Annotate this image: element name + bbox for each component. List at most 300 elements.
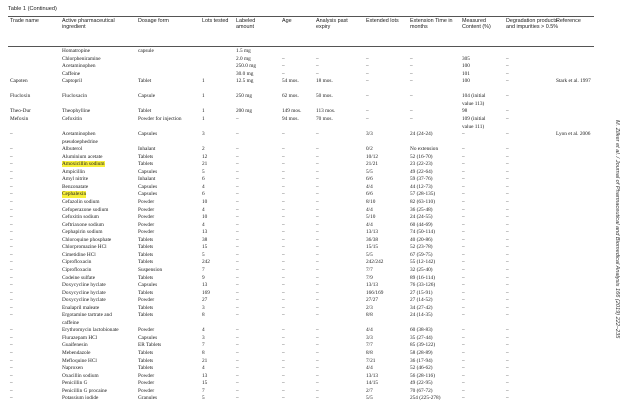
cell-age: –: [282, 153, 285, 160]
header-api: Active pharmaceutical ingredient: [62, 18, 115, 31]
cell-ref: Stark et al. 1997: [556, 78, 591, 85]
cell-lots: 4: [202, 183, 205, 190]
cell-trade: –: [10, 282, 13, 289]
cell-measured: –: [462, 251, 465, 258]
cell-ext: 5/10: [366, 214, 376, 221]
cell-amount: 12.5 mg: [236, 78, 254, 85]
cell-api: Cefazolin sodium: [62, 199, 100, 205]
cell-measured: –: [462, 266, 465, 273]
cell-trade: –: [10, 244, 13, 251]
cell-api: Erythromycin lactobionate: [62, 327, 119, 334]
cell-exttime: 49 (22-64): [410, 168, 433, 175]
cell-measured: –: [462, 146, 465, 153]
cell-measured: –: [462, 304, 465, 311]
cell-trade: –: [10, 387, 13, 394]
cell-api: Ciprofloxacin: [62, 259, 92, 266]
cell-ext: 7/7: [366, 266, 373, 273]
cell-form: Capsules: [138, 183, 158, 190]
table-row: [0, 108, 600, 114]
cell-amount: –: [236, 229, 239, 236]
table-row: [0, 350, 600, 356]
cell-trade: –: [10, 274, 13, 281]
table-row: [0, 184, 600, 190]
cell-lots: 7: [202, 342, 205, 349]
cell-api: Ergotamine tartrate and: [62, 312, 112, 319]
cell-age: –: [282, 342, 285, 349]
cell-api: Flurazepam HCl: [62, 334, 98, 341]
cell-form: Tablets: [138, 236, 154, 243]
cell-trade: –: [10, 131, 13, 138]
cell-degr: –: [506, 93, 509, 100]
cell-age: –: [282, 229, 285, 236]
cell-api: Chloroquine phosphate: [62, 236, 112, 243]
cell-exttime: 24 (24-24): [410, 131, 433, 138]
header-degradation: Degradation products and impurities > 0.5%: [506, 18, 558, 31]
cell-lots: 5: [202, 395, 205, 402]
cell-degr: –: [506, 282, 509, 289]
cell-api: Cefoxitin sodium: [62, 214, 99, 221]
cell-exttime: No extension: [410, 146, 439, 153]
cell-lots: 8: [202, 350, 205, 356]
cell-analysis: 70 mos.: [316, 115, 333, 122]
cell-form: Capsules: [138, 191, 158, 198]
cell-trade: –: [10, 191, 13, 198]
cell-analysis: –: [316, 266, 319, 273]
cell-measured: 100: [462, 78, 470, 85]
table-row: [0, 388, 600, 394]
cell-ext: 2/3: [366, 304, 373, 311]
cell-analysis: –: [316, 161, 319, 168]
cell-trade: –: [10, 146, 13, 153]
table-row: [0, 146, 600, 152]
table-row: [0, 275, 600, 281]
top-rule: [8, 16, 594, 17]
cell-analysis: –: [316, 55, 319, 62]
cell-lots: 5: [202, 168, 205, 175]
cell-analysis: 113 mos.: [316, 108, 336, 115]
cell-form: Tablets: [138, 161, 154, 168]
cell-form: ER Tablets: [138, 342, 162, 349]
cell-trade: Mefoxin: [10, 115, 29, 122]
cell-amount: –: [236, 161, 239, 168]
cell-exttime: 85 (39-122): [410, 342, 436, 349]
cell-api: Enalapril maleate: [62, 304, 100, 311]
cell-ref: Lyon et al. 2006: [556, 131, 591, 138]
cell-measured: –: [462, 342, 465, 349]
cell-analysis: –: [316, 176, 319, 183]
cell-exttime: 36 (25-48): [410, 206, 433, 213]
cell-measured: value 111): [462, 123, 485, 130]
cell-degr: –: [506, 55, 509, 62]
cell-exttime: 89 (16-114): [410, 274, 435, 281]
cell-lots: 4: [202, 221, 205, 228]
cell-exttime: 49 (22-95): [410, 380, 433, 387]
table-row: [0, 373, 600, 379]
cell-api: Cimetidine HCl: [62, 251, 96, 258]
table-row: [0, 297, 600, 303]
cell-trade: –: [10, 168, 13, 175]
cell-age: –: [282, 199, 285, 205]
cell-form: Tablets: [138, 251, 154, 258]
cell-trade: Capoten: [10, 78, 28, 85]
cell-api: Cefoxitin: [62, 115, 83, 122]
cell-measured: –: [462, 327, 465, 334]
table-row: [0, 244, 600, 250]
cell-measured: –: [462, 214, 465, 221]
cell-api: Doxycycline hyclate: [62, 282, 106, 289]
cell-api: Caffeine: [62, 70, 81, 77]
table-row: [0, 312, 600, 318]
cell-ext: 166/169: [366, 289, 384, 296]
cell-amount: –: [236, 146, 239, 153]
cell-analysis: –: [316, 387, 319, 394]
cell-trade: –: [10, 176, 13, 183]
header-labeled-amount: Labeled amount: [236, 18, 256, 31]
cell-lots: 38: [202, 236, 208, 243]
cell-ext: 27/27: [366, 297, 379, 304]
cell-amount: 2.0 mg: [236, 55, 251, 62]
table-row: [0, 139, 600, 145]
cell-amount: –: [236, 380, 239, 387]
cell-age: 62 mos.: [282, 93, 299, 100]
cell-amount: –: [236, 342, 239, 349]
cell-ext: 6/6: [366, 176, 373, 183]
cell-lots: 6: [202, 191, 205, 198]
cell-ext: 13/13: [366, 372, 379, 379]
cell-ext: 36/38: [366, 236, 379, 243]
cell-degr: –: [506, 297, 509, 304]
table-row: [0, 320, 600, 326]
cell-form: Capsules: [138, 282, 158, 289]
header-trade-name: Trade name: [10, 18, 39, 24]
cell-ext: –: [366, 115, 369, 122]
cell-age: –: [282, 289, 285, 296]
table-row: [0, 229, 600, 235]
table-caption: Table 1 (Continued): [8, 6, 57, 12]
table-row: [0, 86, 600, 92]
cell-degr: –: [506, 244, 509, 251]
cell-trade: –: [10, 380, 13, 387]
header-rule: [8, 46, 594, 47]
cell-form: Powder: [138, 380, 155, 387]
cell-form: Powder for injection: [138, 115, 182, 122]
cell-trade: Flucloxin: [10, 93, 31, 100]
cell-ext: 7/21: [366, 357, 376, 364]
cell-api: Cefoperazone sodium: [62, 206, 109, 213]
cell-degr: –: [506, 387, 509, 394]
cell-api: Potassium iodide: [62, 395, 99, 402]
table-row: [0, 207, 600, 213]
cell-age: –: [282, 221, 285, 228]
table-row: [0, 358, 600, 364]
header-analysis-past-expiry: Analysis past expiry: [316, 18, 348, 31]
cell-measured: –: [462, 244, 465, 251]
header-extension-time: Extension Time in months: [410, 18, 453, 31]
cell-degr: –: [506, 259, 509, 266]
table-row: [0, 169, 600, 175]
cell-analysis: –: [316, 168, 319, 175]
cell-form: Powder: [138, 229, 155, 236]
cell-api: Chlorpheniramine: [62, 55, 101, 62]
cell-analysis: –: [316, 350, 319, 356]
cell-ext: 2/7: [366, 387, 373, 394]
cell-age: –: [282, 387, 285, 394]
cell-amount: –: [236, 365, 239, 372]
cell-amount: –: [236, 395, 239, 402]
cell-amount: –: [236, 236, 239, 243]
cell-analysis: –: [316, 236, 319, 243]
cell-ext: –: [366, 78, 369, 85]
cell-analysis: –: [316, 274, 319, 281]
cell-amount: –: [236, 274, 239, 281]
cell-degr: –: [506, 350, 509, 356]
cell-amount: –: [236, 131, 239, 138]
cell-lots: 15: [202, 244, 208, 251]
table-row: [0, 176, 600, 182]
cell-exttime: –: [410, 115, 413, 122]
cell-analysis: –: [316, 221, 319, 228]
cell-degr: –: [506, 312, 509, 319]
cell-measured: value 113): [462, 100, 485, 107]
cell-form: Tablets: [138, 312, 154, 319]
header-measured-content: Measured Content (%): [462, 18, 491, 31]
cell-age: –: [282, 365, 285, 372]
cell-api: Acetaminophen: [62, 63, 96, 70]
header-age: Age: [282, 18, 292, 24]
table-row: [0, 131, 600, 137]
cell-measured: –: [462, 289, 465, 296]
header-dosage-form: Dosage form: [138, 18, 169, 24]
cell-form: Tablets: [138, 274, 154, 281]
cell-degr: –: [506, 108, 509, 115]
cell-analysis: –: [316, 380, 319, 387]
cell-ext: 4/4: [366, 327, 373, 334]
cell-age: –: [282, 380, 285, 387]
cell-analysis: –: [316, 229, 319, 236]
cell-amount: –: [236, 387, 239, 394]
cell-lots: 13: [202, 282, 208, 289]
cell-amount: 30.0 mg: [236, 70, 254, 77]
cell-form: Tablets: [138, 304, 154, 311]
cell-form: Inhalant: [138, 176, 156, 183]
cell-api: Oxacillin sodium: [62, 372, 99, 379]
cell-ext: 4/4: [366, 183, 373, 190]
cell-analysis: –: [316, 365, 319, 372]
cell-degr: –: [506, 342, 509, 349]
cell-form: capsule: [138, 48, 154, 54]
cell-form: Granules: [138, 395, 158, 402]
cell-exttime: 24 (24-55): [410, 214, 433, 221]
cell-form: Powder: [138, 372, 155, 379]
cell-degr: –: [506, 357, 509, 364]
cell-age: –: [282, 312, 285, 319]
cell-amount: –: [236, 266, 239, 273]
cell-analysis: –: [316, 372, 319, 379]
cell-ext: –: [366, 55, 369, 62]
cell-ext: 4/4: [366, 206, 373, 213]
cell-exttime: 60 (44-69): [410, 221, 433, 228]
cell-form: Suspension: [138, 266, 163, 273]
cell-lots: 1: [202, 93, 205, 100]
cell-measured: –: [462, 183, 465, 190]
cell-lots: 12: [202, 153, 208, 160]
cell-degr: –: [506, 206, 509, 213]
cell-api: Amoxicillin sodium: [62, 161, 105, 168]
cell-api: pseudoephedrine: [62, 138, 98, 145]
cell-lots: 7: [202, 387, 205, 394]
cell-age: 149 mos.: [282, 108, 302, 115]
cell-exttime: –: [410, 93, 413, 100]
cell-degr: –: [506, 183, 509, 190]
cell-degr: –: [506, 168, 509, 175]
cell-age: –: [282, 168, 285, 175]
cell-age: –: [282, 161, 285, 168]
header-reference: Reference: [556, 18, 581, 24]
cell-exttime: 74 (50-114): [410, 229, 435, 236]
cell-degr: –: [506, 221, 509, 228]
cell-trade: –: [10, 206, 13, 213]
cell-form: Capsule: [138, 93, 156, 100]
cell-form: Capsules: [138, 334, 158, 341]
cell-exttime: 57 (28-135): [410, 191, 436, 198]
table-row: [0, 267, 600, 273]
cell-measured: –: [462, 206, 465, 213]
cell-analysis: –: [316, 334, 319, 341]
cell-api: Ceftriaxone sodium: [62, 221, 104, 228]
cell-lots: 7: [202, 266, 205, 273]
cell-analysis: 50 mos.: [316, 93, 333, 100]
cell-ext: 21/21: [366, 161, 379, 168]
cell-api: Ampicillin: [62, 168, 85, 175]
cell-ext: 8/10: [366, 199, 376, 205]
cell-api: Guaifenesin: [62, 342, 88, 349]
cell-form: Tablets: [138, 259, 154, 266]
cell-trade: –: [10, 342, 13, 349]
cell-form: Powder: [138, 214, 155, 221]
cell-amount: –: [236, 334, 239, 341]
journal-side-text: M. Zilker et al. / Journal of Pharmaceutical and Biomedical Analysis 166 (2019) 222–235: [614, 120, 620, 339]
cell-age: –: [282, 334, 285, 341]
cell-exttime: 58 (28-89): [410, 350, 433, 356]
cell-exttime: –: [410, 78, 413, 85]
table-row: [0, 259, 600, 265]
cell-trade: –: [10, 327, 13, 334]
cell-analysis: –: [316, 259, 319, 266]
cell-analysis: –: [316, 191, 319, 198]
cell-degr: –: [506, 327, 509, 334]
cell-exttime: 76 (33-126): [410, 282, 436, 289]
cell-age: –: [282, 259, 285, 266]
cell-ext: 5/5: [366, 251, 373, 258]
cell-trade: –: [10, 221, 13, 228]
cell-form: Tablets: [138, 153, 154, 160]
cell-ext: 3/3: [366, 334, 373, 341]
cell-amount: –: [236, 214, 239, 221]
cell-analysis: –: [316, 395, 319, 402]
cell-measured: –: [462, 229, 465, 236]
cell-analysis: –: [316, 214, 319, 221]
cell-degr: –: [506, 304, 509, 311]
cell-exttime: 60 (38-83): [410, 327, 433, 334]
cell-exttime: 27 (15-91): [410, 289, 433, 296]
cell-api: Chlorpromazine HCl: [62, 244, 107, 251]
cell-analysis: 18 mos.: [316, 78, 333, 85]
cell-measured: –: [462, 365, 465, 372]
cell-amount: –: [236, 372, 239, 379]
cell-exttime: 36 (17-94): [410, 357, 433, 364]
cell-lots: 2: [202, 146, 205, 153]
cell-measured: –: [462, 161, 465, 168]
table-row: [0, 161, 600, 167]
cell-degr: –: [506, 131, 509, 138]
cell-age: –: [282, 372, 285, 379]
cell-form: Powder: [138, 297, 155, 304]
cell-ext: 14/15: [366, 380, 379, 387]
cell-form: Tablet: [138, 78, 152, 85]
cell-measured: –: [462, 274, 465, 281]
cell-measured: 109 (initial: [462, 115, 486, 122]
cell-api: Mefloquine HCl: [62, 357, 97, 364]
cell-exttime: –: [410, 70, 413, 77]
cell-amount: –: [236, 221, 239, 228]
table-row: [0, 48, 600, 54]
cell-amount: –: [236, 304, 239, 311]
cell-exttime: 52 (23-78): [410, 244, 433, 251]
cell-lots: 1: [202, 115, 205, 122]
cell-age: –: [282, 266, 285, 273]
cell-api: Doxycycline hyclate: [62, 297, 106, 304]
cell-measured: 98: [462, 108, 468, 115]
cell-analysis: –: [316, 342, 319, 349]
cell-trade: –: [10, 350, 13, 356]
table-row: [0, 380, 600, 386]
table-row: [0, 290, 600, 296]
cell-ext: 4/4: [366, 365, 373, 372]
cell-degr: –: [506, 380, 509, 387]
cell-api: Amyl nitrite: [62, 176, 89, 183]
cell-trade: –: [10, 259, 13, 266]
cell-amount: –: [236, 312, 239, 319]
cell-amount: –: [236, 199, 239, 205]
table-row: [0, 116, 600, 122]
cell-api: Cephapirin sodium: [62, 229, 103, 236]
cell-trade: Theo-Dur: [10, 108, 31, 115]
cell-form: Inhalant: [138, 146, 156, 153]
cell-measured: –: [462, 312, 465, 319]
cell-analysis: –: [316, 63, 319, 70]
cell-lots: 27: [202, 297, 208, 304]
cell-measured: –: [462, 199, 465, 205]
cell-exttime: 27 (14-52): [410, 297, 433, 304]
cell-form: Tablets: [138, 350, 154, 356]
cell-age: –: [282, 297, 285, 304]
cell-ext: 5/5: [366, 395, 373, 402]
cell-lots: 169: [202, 289, 210, 296]
cell-measured: –: [462, 176, 465, 183]
cell-degr: –: [506, 146, 509, 153]
cell-measured: –: [462, 131, 465, 138]
cell-lots: 3: [202, 304, 205, 311]
cell-api: Captopril: [62, 78, 83, 85]
cell-exttime: 32 (25-40): [410, 266, 433, 273]
cell-amount: –: [236, 259, 239, 266]
cell-form: Tablets: [138, 365, 154, 372]
cell-amount: 1.5 mg: [236, 48, 251, 54]
cell-amount: –: [236, 297, 239, 304]
cell-analysis: –: [316, 251, 319, 258]
cell-measured: –: [462, 357, 465, 364]
cell-amount: –: [236, 206, 239, 213]
